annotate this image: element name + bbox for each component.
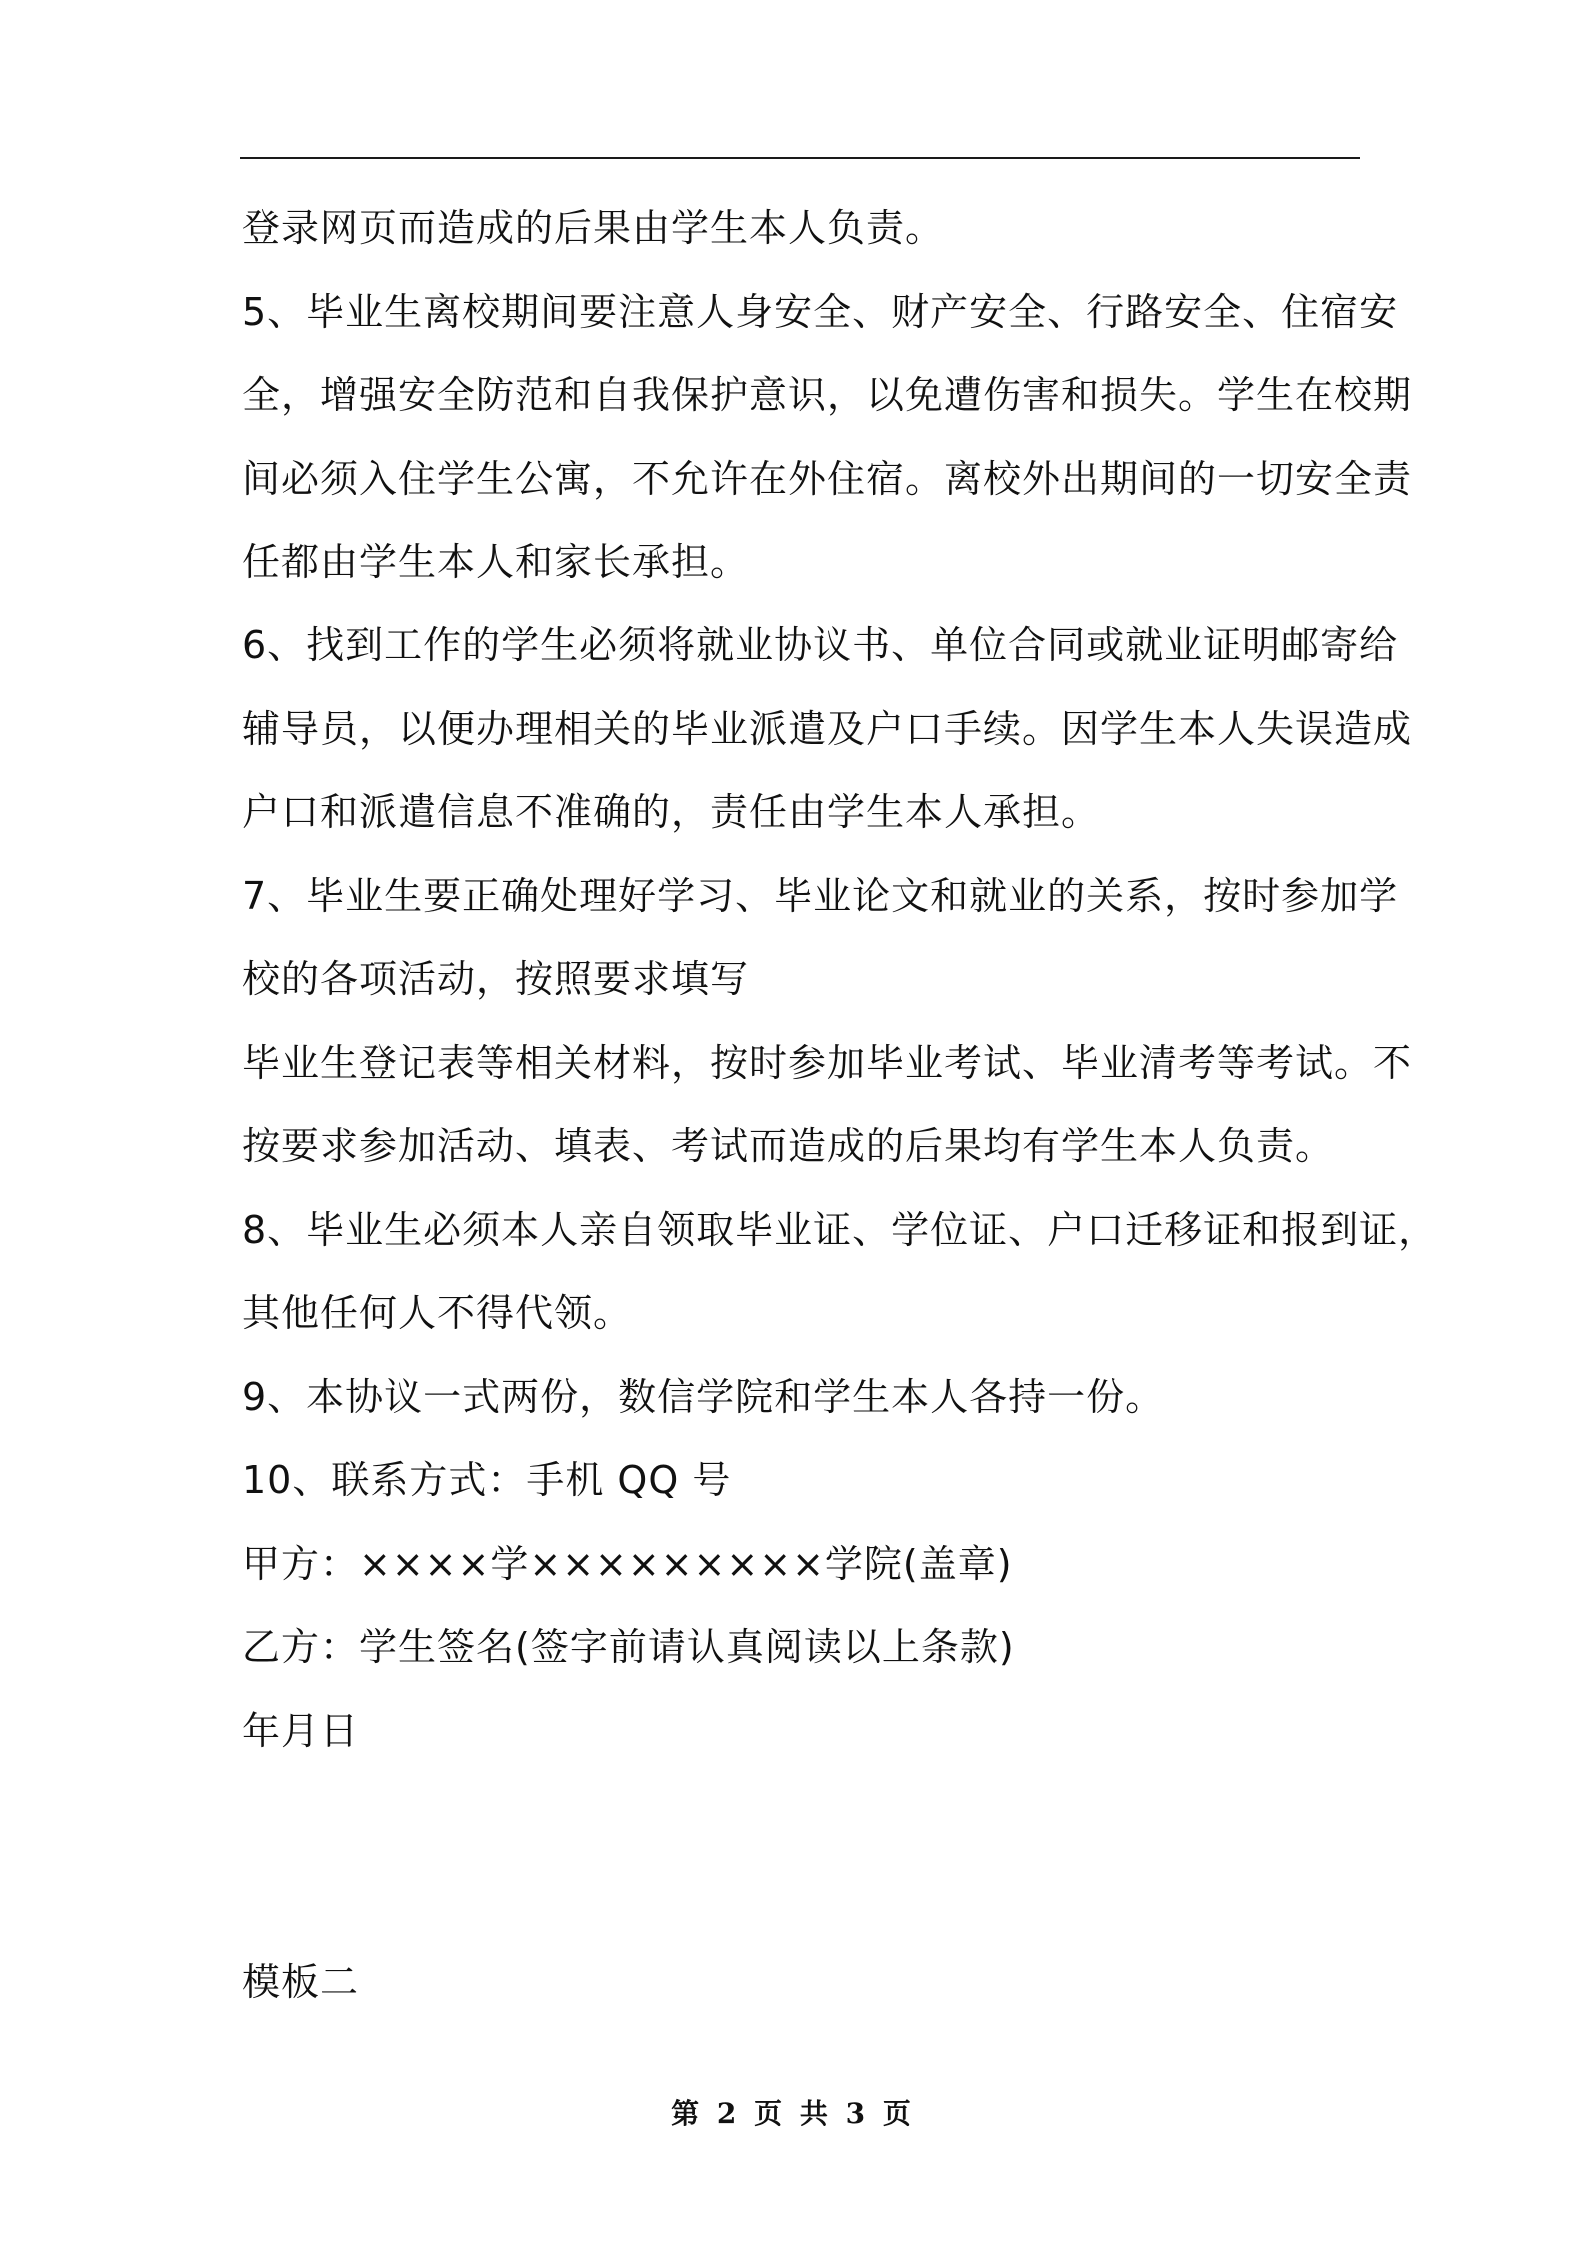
section-heading: 模板二 xyxy=(242,1960,360,2004)
text-line-12: 按要求参加活动、填表、考试而造成的后果均有学生本人负责。 xyxy=(242,1124,1335,1168)
text-line-8: 户口和派遣信息不准确的，责任由学生本人承担。 xyxy=(242,790,1101,834)
page-indicator: 第 2 页 共 3 页 xyxy=(671,2097,915,2130)
text-line-4: 间必须入住学生公寓，不允许在外住宿。离校外出期间的一切安全责 xyxy=(242,457,1413,501)
text-line-9: 7、毕业生要正确处理好学习、毕业论文和就业的关系，按时参加学 xyxy=(242,874,1399,918)
text-line-3: 全，增强安全防范和自我保护意识，以免遭伤害和损失。学生在校期 xyxy=(242,373,1413,417)
text-line-17: 甲方：××××学×××××××××学院(盖章) xyxy=(242,1542,1013,1586)
text-line-7: 辅导员，以便办理相关的毕业派遣及户口手续。因学生本人失误造成 xyxy=(242,707,1413,751)
text-line-1: 登录网页而造成的后果由学生本人负责。 xyxy=(242,206,945,250)
text-line-14: 其他任何人不得代领。 xyxy=(242,1291,633,1335)
text-line-13: 8、毕业生必须本人亲自领取毕业证、学位证、户口迁移证和报到证， xyxy=(242,1208,1438,1252)
text-line-15: 9、本协议一式两份，数信学院和学生本人各持一份。 xyxy=(242,1375,1165,1419)
text-line-16: 10、联系方式：手机 QQ 号 xyxy=(242,1458,732,1502)
text-line-11: 毕业生登记表等相关材料，按时参加毕业考试、毕业清考等考试。不 xyxy=(242,1041,1413,1085)
text-line-5: 任都由学生本人和家长承担。 xyxy=(242,540,750,584)
text-line-2: 5、毕业生离校期间要注意人身安全、财产安全、行路安全、住宿安 xyxy=(242,290,1399,334)
header-rule xyxy=(240,157,1360,159)
text-line-19: 年月日 xyxy=(242,1709,360,1753)
text-line-6: 6、找到工作的学生必须将就业协议书、单位合同或就业证明邮寄给 xyxy=(242,623,1399,667)
text-line-18: 乙方：学生签名(签字前请认真阅读以上条款) xyxy=(242,1625,1015,1669)
text-line-10: 校的各项活动，按照要求填写 xyxy=(242,957,750,1001)
